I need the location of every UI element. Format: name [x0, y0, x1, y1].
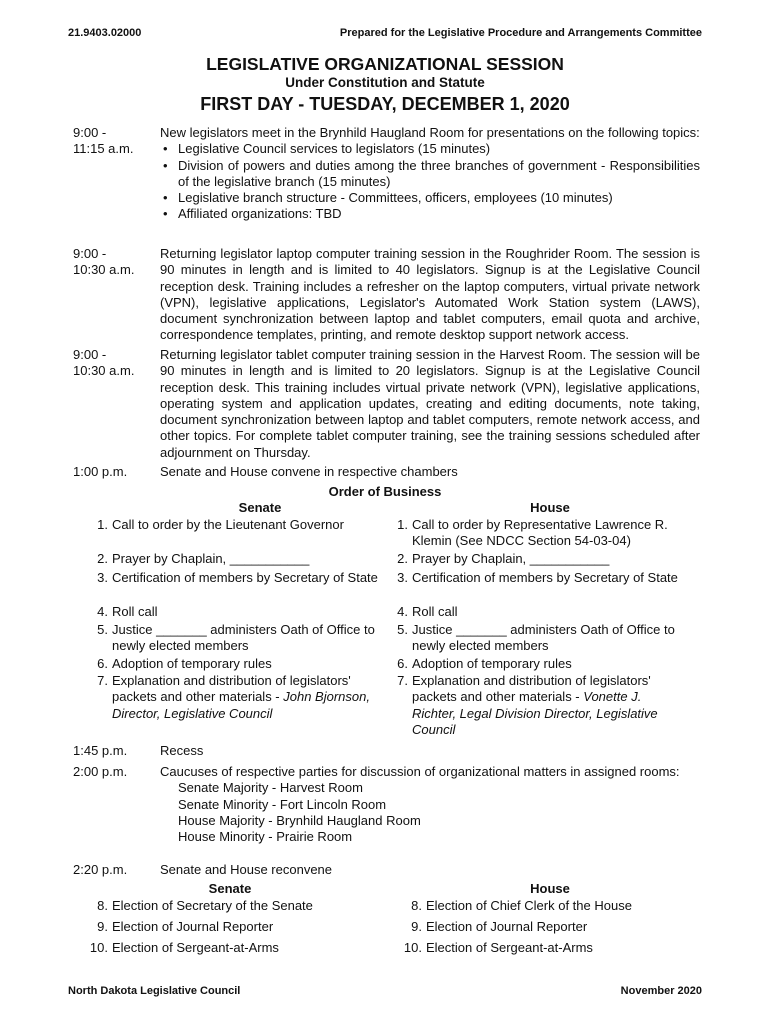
document-number: 21.9403.02000 — [68, 27, 142, 39]
list-item: 2. Prayer by Chaplain, ___________ — [97, 551, 310, 566]
senate-heading: Senate — [208, 881, 252, 896]
list-item: 1. Call to order by Representative Lawrence R. Klemin (See NDCC Section 54-03-04) — [397, 517, 668, 549]
list-item: House Minority - Prairie Room — [178, 829, 353, 845]
list-item: 9. Election of Journal Reporter — [97, 919, 274, 934]
order-of-business-title: Order of Business — [328, 484, 442, 499]
list-item: • Legislative branch structure - Committees, officers, employees (10 minutes) — [160, 190, 700, 206]
list-item: 4. Roll call — [397, 604, 458, 619]
schedule-description: Returning legislator laptop computer training session in the Roughrider Room. The session is 90 minutes in length and is limited to 40 legislators. Signup is at the Legislative Council reception desk. Training includes a refresher on the laptop computers, virtual private network (VPN), legislative applications, Legislator's Automated Work Station system (LAWS), document synchronization between laptop and tablet computers, email quota and archive, correspondence templates, printing, and remote desktop support network access. — [160, 246, 700, 343]
schedule-time: 1:00 p.m. — [73, 464, 128, 479]
schedule-time: 2:20 p.m. — [73, 862, 128, 877]
list-item: Senate Majority - Harvest Room — [178, 780, 363, 796]
schedule-description: Senate and House reconvene — [160, 862, 333, 877]
list-item: 9. Election of Journal Reporter — [411, 919, 588, 934]
topic-list — [160, 141, 700, 222]
session-subtitle: Under Constitution and Statute — [285, 75, 485, 90]
house-heading: House — [530, 500, 570, 515]
schedule-description: Recess — [160, 743, 204, 758]
list-item: • Division of powers and duties among the three branches of government - Responsibilities of the legislative branch (15 minutes) — [160, 158, 700, 191]
footer-date: November 2020 — [620, 985, 702, 997]
list-item: 5. Justice _______ administers Oath of Office to newly elected members — [97, 622, 375, 654]
house-heading: House — [530, 881, 570, 896]
senate-heading: Senate — [238, 500, 282, 515]
list-item: 3. Certification of members by Secretary of State — [97, 570, 378, 585]
schedule-description: New legislators meet in the Brynhild Haugland Room for presentations on the following topics: • Legislative Council services to legislators (15 minutes) • Division of powers and duties among the three branches of government - Responsibilities of the legislative branch (15 minutes) • Legislative branch structure - Committees, officers, employees (10 minutes) • Affiliated organizations: TBD — [160, 125, 700, 223]
list-item: 6. Adoption of temporary rules — [397, 656, 572, 671]
prepared-for-note: Prepared for the Legislative Procedure and Arrangements Committee — [339, 27, 702, 39]
list-item: 10. Election of Sergeant-at-Arms — [403, 940, 593, 955]
footer-organization: North Dakota Legislative Council — [68, 985, 241, 997]
schedule-description: Senate and House convene in respective chambers — [160, 464, 458, 479]
session-title: LEGISLATIVE ORGANIZATIONAL SESSION — [206, 54, 564, 74]
list-item: • Legislative Council services to legislators (15 minutes) — [160, 141, 700, 157]
schedule-description: Caucuses of respective parties for discussion of organizational matters in assigned rooms: Senate Majority - Harvest Room Senate Minority - Fort Lincoln Room House Majority - Brynhild Haugland Room House Minority - Prairie Room — [160, 764, 700, 845]
list-item: 3. Certification of members by Secretary of State — [397, 570, 678, 585]
schedule-time: 2:00 p.m. — [73, 764, 128, 779]
list-item: 5. Justice _______ administers Oath of Office to newly elected members — [397, 622, 675, 654]
list-item: 4. Roll call — [97, 604, 158, 619]
list-item: • Affiliated organizations: TBD — [160, 206, 700, 222]
schedule-time: 9:00 - 10:30 a.m. — [73, 347, 135, 379]
list-item: Senate Minority - Fort Lincoln Room — [178, 796, 387, 812]
caucus-room-list — [160, 780, 700, 845]
schedule-time: 9:00 - 11:15 a.m. — [73, 125, 134, 157]
list-item: 6. Adoption of temporary rules — [97, 656, 272, 671]
list-item: 8. Election of Chief Clerk of the House — [411, 898, 632, 913]
schedule-time: 9:00 - 10:30 a.m. — [73, 246, 135, 278]
list-item: 7. Explanation and distribution of legislators' packets and other materials - Vonette J. Richter, Legal Division Director, Legislative Council — [397, 673, 658, 737]
list-item: 7. Explanation and distribution of legislators' packets and other materials - John Bjornson, Director, Legislative Council — [97, 673, 370, 721]
schedule-time: 1:45 p.m. — [73, 743, 128, 758]
list-item: 10. Election of Sergeant-at-Arms — [89, 940, 279, 955]
list-item: 1. Call to order by the Lieutenant Governor — [97, 517, 344, 532]
list-item: 8. Election of Secretary of the Senate — [97, 898, 313, 913]
list-item: 2. Prayer by Chaplain, ___________ — [397, 551, 610, 566]
list-item: House Majority - Brynhild Haugland Room — [178, 812, 421, 828]
schedule-description: Returning legislator tablet computer training session in the Harvest Room. The session will be 90 minutes in length and is limited to 20 legislators. Signup is at the Legislative Council reception desk. This training includes virtual private network (VPN), legislative applications, operating system and application updates, creating and editing documents, note taking, document synchronization between laptop and tablet computers, remote network access, and other topics. For complete tablet computer training, see the training sessions scheduled after adjournment on Thursday. — [160, 347, 700, 460]
day-title: FIRST DAY - TUESDAY, DECEMBER 1, 2020 — [200, 94, 570, 114]
